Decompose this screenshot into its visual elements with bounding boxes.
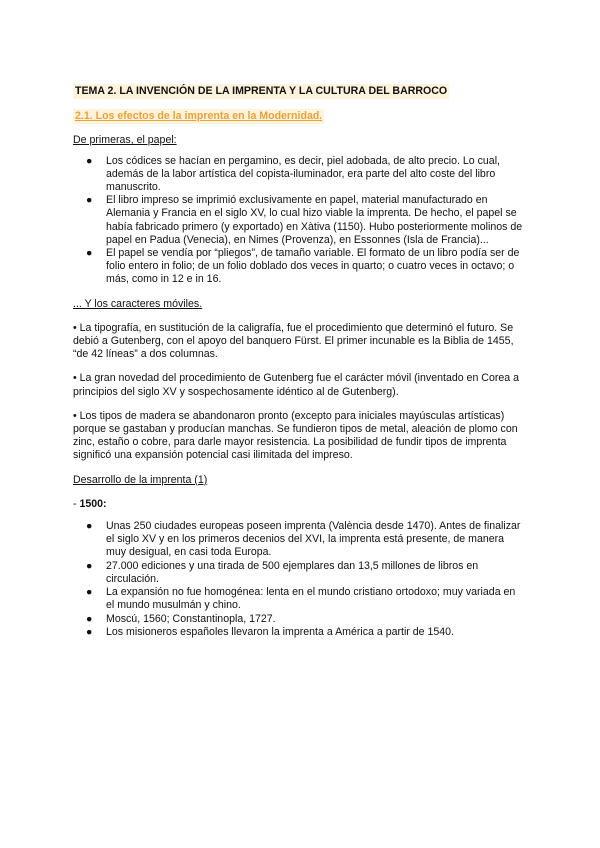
bullet-icon: ● bbox=[86, 559, 93, 572]
document-title bbox=[73, 84, 525, 99]
period-label: 1500: bbox=[79, 497, 107, 510]
bullet-icon: ● bbox=[86, 247, 93, 260]
list-item bbox=[86, 247, 525, 287]
list-item bbox=[86, 194, 525, 247]
list-item bbox=[86, 520, 525, 560]
section-subtitle: 2.1. Los efectos de la imprenta en la Modernidad. bbox=[73, 109, 324, 124]
list-item-text: La expansión no fue homogénea: lenta en el mundo cristiano ortodoxo; muy variada en el mundo musulmán y chino. bbox=[106, 586, 516, 612]
list-item bbox=[86, 612, 525, 626]
paragraph: • Los tipos de madera se abandonaron pronto (excepto para iniciales mayúsculas artísticas) porque se gastaban y producían manchas. Se fundieron tipos de metal, aleación de plomo con zinc, estaño o cobre, para darle mayor resistencia. La posibilidad de fundir tipos de imprenta significó una expansión potencial casi ilimitada del impreso. bbox=[73, 409, 518, 462]
list-item bbox=[86, 559, 525, 586]
paragraph: • La tipografía, en sustitución de la caligrafía, fue el procedimiento que determinó el futuro. Se debió a Gutenberg, con el apoyo del banquero Fürst. El primer incunable es la Biblia de 1455, “de 42 líneas” a dos columnas. bbox=[73, 321, 514, 361]
list-item-text: Los códices se hacían en pergamino, es decir, piel adobada, de alto precio. Lo cual, además de la labor artística del copista-iluminador, era parte del alto coste del libro manuscrito. bbox=[106, 154, 500, 194]
list-item bbox=[86, 625, 525, 639]
list-item-text: El papel se vendía por “pliegos”, de tamaño variable. El formato de un libro podía ser de folio entero in folio; de un folio doblado dos veces in quarto; o cuatro veces in octavo; o más, como in 12 e in 16. bbox=[106, 247, 520, 286]
bullet-icon: ● bbox=[86, 612, 93, 625]
bullet-icon: ● bbox=[86, 154, 93, 167]
list-item-text: 27.000 ediciones y una tirada de 500 ejemplares dan 13,5 millones de libros en circulación. bbox=[106, 559, 479, 585]
development-bullet-list bbox=[73, 520, 525, 639]
list-item bbox=[86, 154, 525, 195]
subtitle-row bbox=[73, 99, 525, 124]
list-item-text: El libro impreso se imprimió exclusivamente en papel, material manufacturado en Alemania y Francia en el siglo XV, lo cual hizo viable la imprenta. De hecho, el papel se había fabricado primero (y exportado) en Xàtiva (1150). Hubo posteriormente molinos de papel en Padua (Venecia), en Nimes (Provenza), en Essonnes (Isla de Francia)... bbox=[106, 194, 523, 246]
list-item-text: Unas 250 ciudades europeas poseen imprenta (València desde 1470). Antes de finalizar el siglo XV y en los primeros decenios del XVI, la imprenta está presente, de manera muy desigual, en casi toda Europa. bbox=[106, 520, 521, 559]
bullet-icon: ● bbox=[86, 586, 93, 599]
bullet-icon: ● bbox=[86, 520, 93, 533]
section-heading-development: Desarrollo de la imprenta (1) bbox=[73, 473, 208, 486]
period-prefix: - bbox=[73, 497, 80, 510]
paper-bullet-list bbox=[73, 155, 525, 287]
section-heading-movable-type: ... Y los caracteres móviles. bbox=[73, 297, 203, 310]
paragraph: • La gran novedad del procedimiento de Gutenberg fue el carácter móvil (inventado en Corea a principios del siglo XV y sospechosamente idéntico al de Gutenberg). bbox=[73, 372, 519, 398]
bullet-icon: ● bbox=[86, 194, 93, 207]
list-item-text: Los misioneros españoles llevaron la imprenta a América a partir de 1540. bbox=[106, 625, 455, 638]
section-heading-paper: De primeras, el papel: bbox=[73, 134, 177, 147]
period-heading bbox=[73, 498, 525, 511]
document-page bbox=[73, 84, 525, 639]
title-text: TEMA 2. LA INVENCIÓN DE LA IMPRENTA Y LA CULTURA DEL BARROCO bbox=[73, 84, 449, 99]
list-item-text: Moscú, 1560; Constantinopla, 1727. bbox=[106, 612, 276, 625]
bullet-icon: ● bbox=[86, 625, 93, 638]
list-item bbox=[86, 586, 525, 612]
